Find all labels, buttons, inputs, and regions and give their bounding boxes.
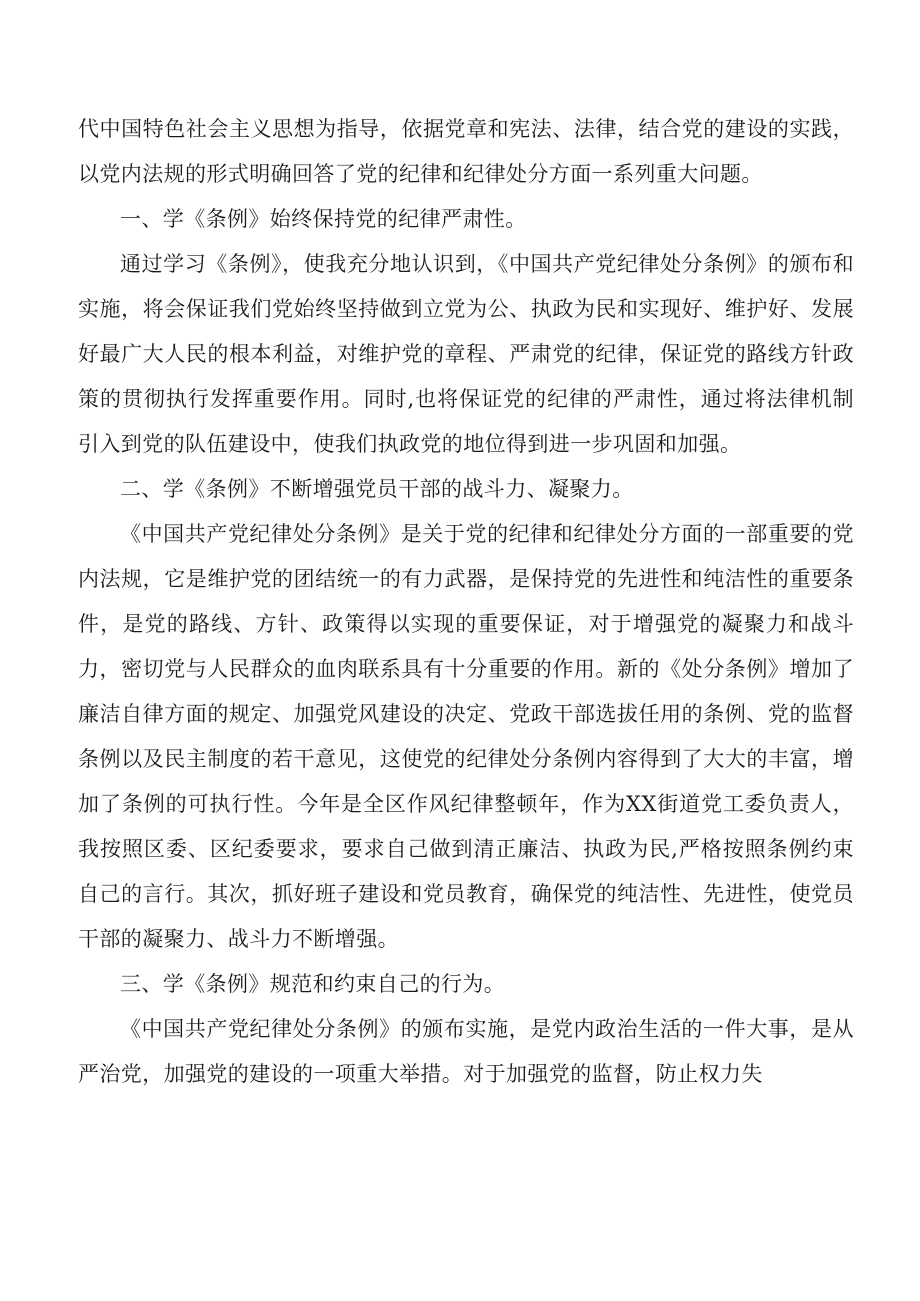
paragraph-section-3: 《中国共产党纪律处分条例》的颁布实施，是党内政治生活的一件大事，是从严治党，加强党的建设的一项重大举措。对于加强党的监督，防止权力失 (78, 1017, 854, 1086)
document-page (78, 107, 854, 1097)
section-heading-3: 三、学《条例》规范和约束自己的行为。 (120, 972, 506, 996)
section-heading-2: 二、学《条例》不断增强党员干部的战斗力、凝聚力。 (120, 477, 634, 501)
paragraph-continuation: 代中国特色社会主义思想为指导，依据党章和宪法、法律，结合党的建设的实践，以党内法规的形式明确回答了党的纪律和纪律处分方面一系列重大问题。 (78, 117, 854, 186)
section-heading-1: 一、学《条例》始终保持党的纪律严肃性。 (120, 207, 527, 231)
paragraph-section-1: 通过学习《条例》，使我充分地认识到，《中国共产党纪律处分条例》的颁布和实施，将会保证我们党始终坚持做到立党为公、执政为民和实现好、维护好、发展好最广大人民的根本利益，对维护党的章程、严肃党的纪律，保证党的路线方针政策的贯彻执行发挥重要作用。同时,也将保证党的纪律的严肃性，通过将法律机制引入到党的队伍建设中，使我们执政党的地位得到进一步巩固和加强。 (78, 252, 854, 456)
paragraph-section-2: 《中国共产党纪律处分条例》是关于党的纪律和纪律处分方面的一部重要的党内法规，它是维护党的团结统一的有力武器，是保持党的先进性和纯洁性的重要条件，是党的路线、方针、政策得以实现的重要保证，对于增强党的凝聚力和战斗力，密切党与人民群众的血肉联系具有十分重要的作用。新的《处分条例》增加了廉洁自律方面的规定、加强党风建设的决定、党政干部选拔任用的条例、党的监督条例以及民主制度的若干意见，这使党的纪律处分条例内容得到了大大的丰富，增加了条例的可执行性。今年是全区作风纪律整顿年，作为XX街道党工委负责人，我按照区委、区纪委要求，要求自己做到清正廉洁、执政为民,严格按照条例约束自己的言行。其次，抓好班子建设和党员教育，确保党的纯洁性、先进性，使党员干部的凝聚力、战斗力不断增强。 (78, 522, 854, 951)
